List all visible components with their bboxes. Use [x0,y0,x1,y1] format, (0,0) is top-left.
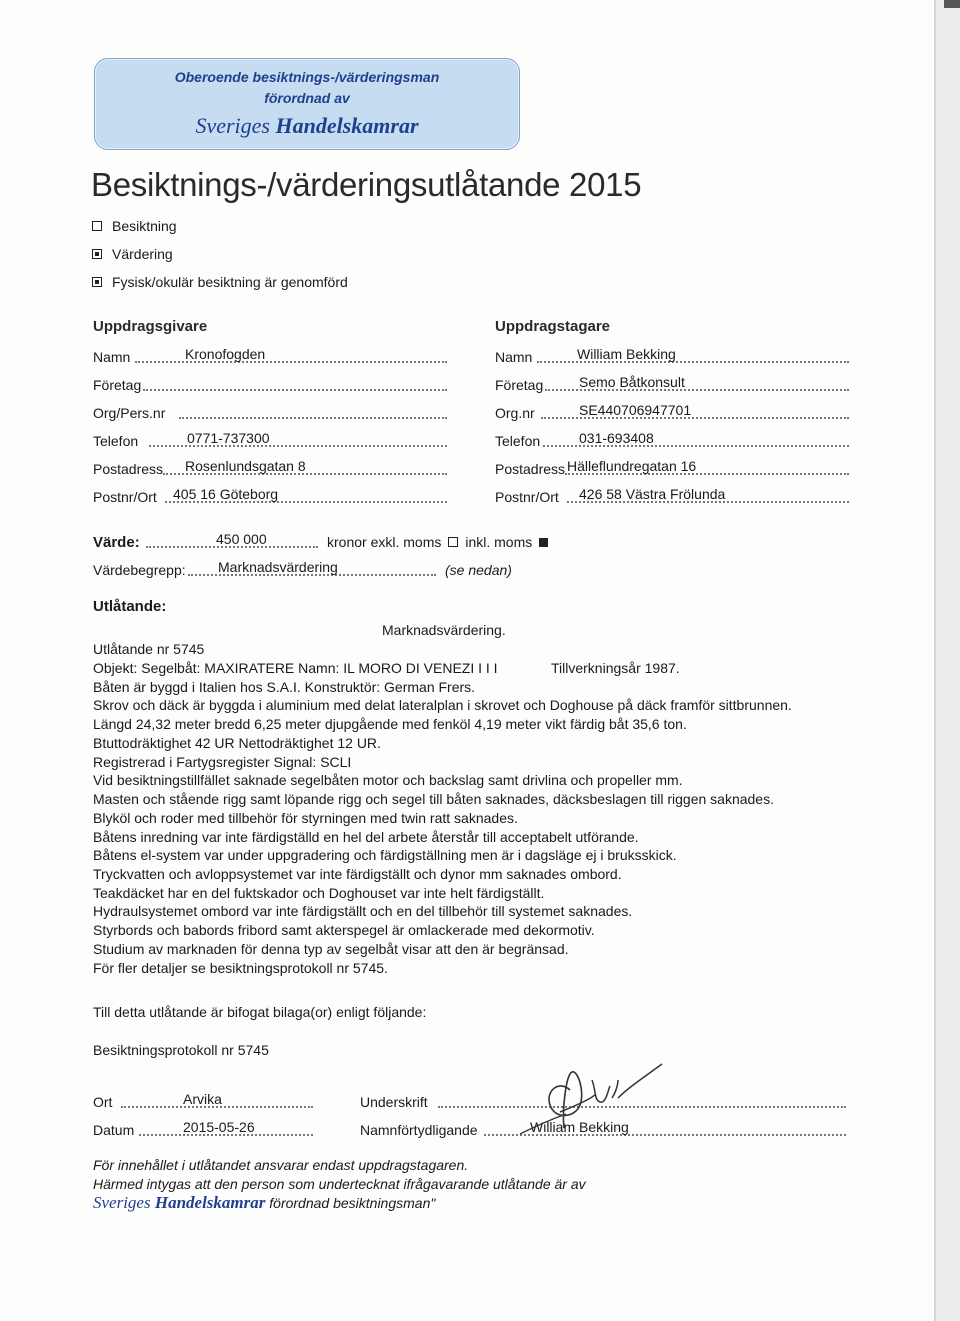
attachment-item: Besiktningsprotokoll nr 5745 [93,1042,269,1058]
field-label: Postadress [495,461,566,477]
contractor-heading: Uppdragstagare [495,318,611,335]
checkbox-label: Besiktning [112,218,177,234]
footer-suffix: förordnad besiktningsman" [269,1195,436,1211]
statement-line: För fler detaljer se besiktningsprotokoll nr 5745. [93,960,388,976]
field-label: Postnr/Ort [495,489,559,505]
field-label: Namn [93,349,131,365]
field-label: Org.nr [495,405,535,421]
incl-vat-checkbox[interactable] [539,538,548,547]
value-concept: Marknadsvärdering [218,559,338,575]
field-value: William Bekking [577,346,676,362]
banner-line-2: förordnad av [264,90,350,106]
checkbox-fysisk-besiktning[interactable] [92,274,348,290]
statement-line: Båtens inredning var inte färdigställd en hel del arbete återstår till acceptabelt utförande. [93,829,639,845]
field-value: SE440706947701 [579,402,692,418]
contractor-name-field [495,346,849,369]
footer-line-3 [93,1193,435,1213]
checkbox-box[interactable] [92,221,102,231]
statement-line: Båten är byggd i Italien hos S.A.I. Konstruktör: German Frers. [93,679,476,695]
contractor-address-field [495,458,849,481]
statement-object: Objekt: Segelbåt: MAXIRATERE Namn: IL MORO DI VENEZI I I I [93,660,498,676]
checkbox-label: Värdering [112,246,173,262]
field-value: Rosenlundsgatan 8 [185,458,306,474]
statement-line: Båtens el-system var under uppgradering och färdigställning men är i dagsläge ej i bruksskick. [93,847,677,863]
statement-line: Skrov och däck är byggda i aluminium med delat lateralplan i skrovet och Doghouse på däck framför sittbrunnen. [93,697,792,713]
place-field [93,1091,313,1114]
value-concept-note: (se nedan) [445,562,512,578]
vat-options [327,534,548,550]
field-label: Ort [93,1094,113,1110]
statement-subheading: Marknadsvärdering. [382,622,506,638]
field-label: Företag [93,377,142,393]
field-label: Postadress [93,461,164,477]
chamber-banner [94,58,520,150]
handwritten-signature [500,1050,670,1140]
statement-line: Teakdäcket har en del fuktskador och Doghouset var inte helt färdigställt. [93,885,545,901]
field-label: Telefon [495,433,541,449]
statement-line: Studium av marknaden för denna typ av segelbåt visar att den är begränsad. [93,941,569,957]
page-title: Besiktnings-/värderingsutlåtande 2015 [91,166,642,203]
client-company-field [93,377,447,397]
field-value: 2015-05-26 [183,1119,255,1135]
client-phone-field [93,430,447,453]
field-label: Underskrift [360,1094,428,1110]
field-value: Kronofogden [185,346,266,362]
field-label: Telefon [93,433,139,449]
banner-org-prefix: Sveriges [195,113,270,138]
field-label: Namnförtydligande [360,1122,478,1138]
statement-heading: Utlåtande: [93,598,167,615]
field-label: Postnr/Ort [93,489,157,505]
value-amount: 450 000 [216,531,267,547]
client-name-field [93,346,447,369]
checkbox-box[interactable] [92,249,102,259]
field-value: 031-693408 [579,430,654,446]
statement-line: Hydraulsystemet ombord var inte färdigställt och en del tillbehör till systemet saknades. [93,903,633,919]
checkbox-vardering[interactable] [92,246,173,262]
excl-vat-checkbox[interactable] [448,537,458,547]
excl-vat-label: kronor exkl. moms [327,534,442,550]
statement-line: Masten och stående rigg samt löpande rigg och segel till båten saknades, däcksbeslagen till riggen saknades. [93,791,774,807]
field-label: Datum [93,1122,135,1138]
footer-line-1: För innehållet i utlåtandet ansvarar endast uppdragstagaren. [93,1157,469,1173]
field-label: Namn [495,349,533,365]
scan-edge [934,0,960,1321]
contractor-postal-field [495,486,849,509]
value-concept-label: Värdebegrepp: [93,562,186,578]
field-value: 426 58 Västra Frölunda [579,486,726,502]
field-value: 0771-737300 [187,430,270,446]
statement-line: Vid besiktningstillfället saknade segelbåten motor och backslag samt drivlina och propeller mm. [93,772,683,788]
client-orgnr-field [93,405,447,425]
footer-line-2: Härmed intygas att den person som undertecknat ifrågavarande utlåtande är av [93,1176,586,1192]
banner-org [95,113,519,139]
checkbox-box[interactable] [92,277,102,287]
contractor-phone-field [495,430,849,453]
field-label: Företag [495,377,544,393]
field-value: William Bekking [530,1119,629,1135]
checkbox-besiktning[interactable] [92,218,177,234]
statement-line: Blyköl och roder med tillbehör för styrningen med twin ratt saknades. [93,810,518,826]
incl-vat-label: inkl. moms [465,534,533,550]
statement-line: Längd 24,32 meter bredd 6,25 meter djupgående med fenköl 4,19 meter vikt färdig båt 35,6 ton. [93,716,687,732]
date-field [93,1119,313,1142]
contractor-orgnr-field [495,402,849,425]
client-postal-field [93,486,447,509]
client-address-field [93,458,447,481]
footer-org-prefix: Sveriges [93,1193,151,1212]
field-value: Semo Båtkonsult [579,374,685,390]
statement-line: Btuttodräktighet 42 UR Nettodräktighet 12 UR. [93,735,381,751]
footer-org-name: Handelskamrar [154,1193,266,1212]
statement-number: Utlåtande nr 5745 [93,641,205,657]
statement-line: Tryckvatten och avloppsystemet var inte färdigställt och dynor mm saknades ombord. [93,866,622,882]
banner-line-1: Oberoende besiktnings-/värderingsman [174,69,440,85]
value-label: Värde: [93,534,140,551]
field-value: Arvika [183,1091,222,1107]
statement-line: Styrbords och babords fribord samt akterspegel är omlackerade med dekormotiv. [93,922,595,938]
attachments-intro: Till detta utlåtande är bifogat bilaga(or) enligt följande: [93,1004,427,1020]
statement-manufacture-year: Tillverkningsår 1987. [551,660,680,676]
checkbox-label: Fysisk/okulär besiktning är genomförd [112,274,348,290]
field-label: Org/Pers.nr [93,405,166,421]
footer-org [93,1193,265,1212]
banner-org-name: Handelskamrar [275,113,419,138]
field-value: 405 16 Göteborg [173,486,279,502]
field-value: Hälleflundregatan 16 [567,458,697,474]
contractor-company-field [495,374,849,397]
statement-line: Registrerad i Fartygsregister Signal: SCLI [93,754,352,770]
client-heading: Uppdragsgivare [93,318,208,335]
